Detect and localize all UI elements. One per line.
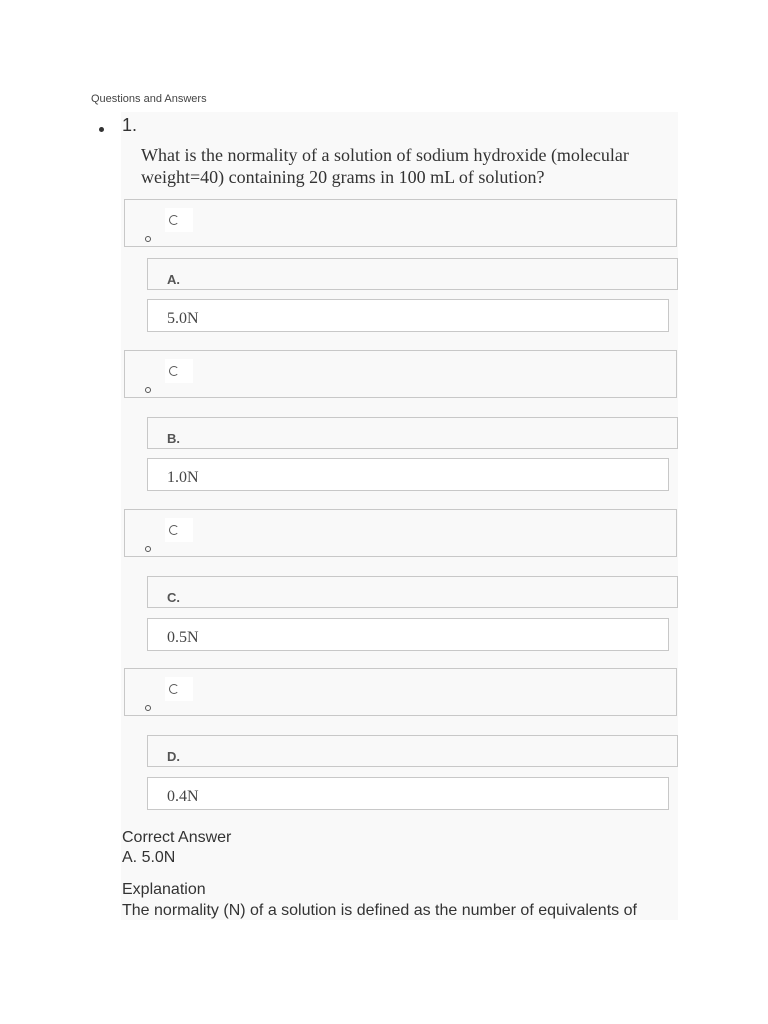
correct-answer-value: A. 5.0N [122,849,176,866]
option-d-radio[interactable] [165,677,193,701]
option-b-letter: B. [167,431,180,446]
radio-dot-icon [145,387,151,393]
option-a-value: 5.0N [167,310,199,327]
page-heading: Questions and Answers [91,93,207,105]
explanation-text: The normality (N) of a solution is defined as the number of equivalents of [122,902,637,919]
radio-dot-icon [145,236,151,242]
radio-dot-icon [145,705,151,711]
radio-button-icon [169,215,179,225]
option-c-letter-box [147,576,678,608]
option-b-value: 1.0N [167,469,199,486]
option-a-radio-row[interactable] [124,199,677,247]
radio-button-icon [169,684,179,694]
option-d-letter: D. [167,749,180,764]
radio-dot-icon [145,546,151,552]
option-a-letter-box [147,258,678,290]
radio-button-icon [169,525,179,535]
bullet-icon [99,127,104,132]
option-c-radio[interactable] [165,518,193,542]
option-b-radio-row[interactable] [124,350,677,398]
option-c-radio-row[interactable] [124,509,677,557]
option-d-value: 0.4N [167,788,199,805]
correct-answer-label: Correct Answer [122,829,232,846]
option-a-radio[interactable] [165,208,193,232]
option-c-value: 0.5N [167,629,199,646]
option-a-letter: A. [167,272,180,287]
question-number: 1. [122,115,138,135]
question-text: What is the normality of a solution of sodium hydroxide (molecular weight=40) containing 20 grams in 100 mL of solution? [141,145,629,187]
option-c-answer-box[interactable] [147,618,669,651]
option-b-radio[interactable] [165,359,193,383]
option-d-radio-row[interactable] [124,668,677,716]
explanation-label: Explanation [122,881,206,898]
option-b-letter-box [147,417,678,449]
option-b-answer-box[interactable] [147,458,669,491]
option-d-answer-box[interactable] [147,777,669,810]
radio-button-icon [169,366,179,376]
option-a-answer-box[interactable] [147,299,669,332]
option-d-letter-box [147,735,678,767]
option-c-letter: C. [167,590,180,605]
